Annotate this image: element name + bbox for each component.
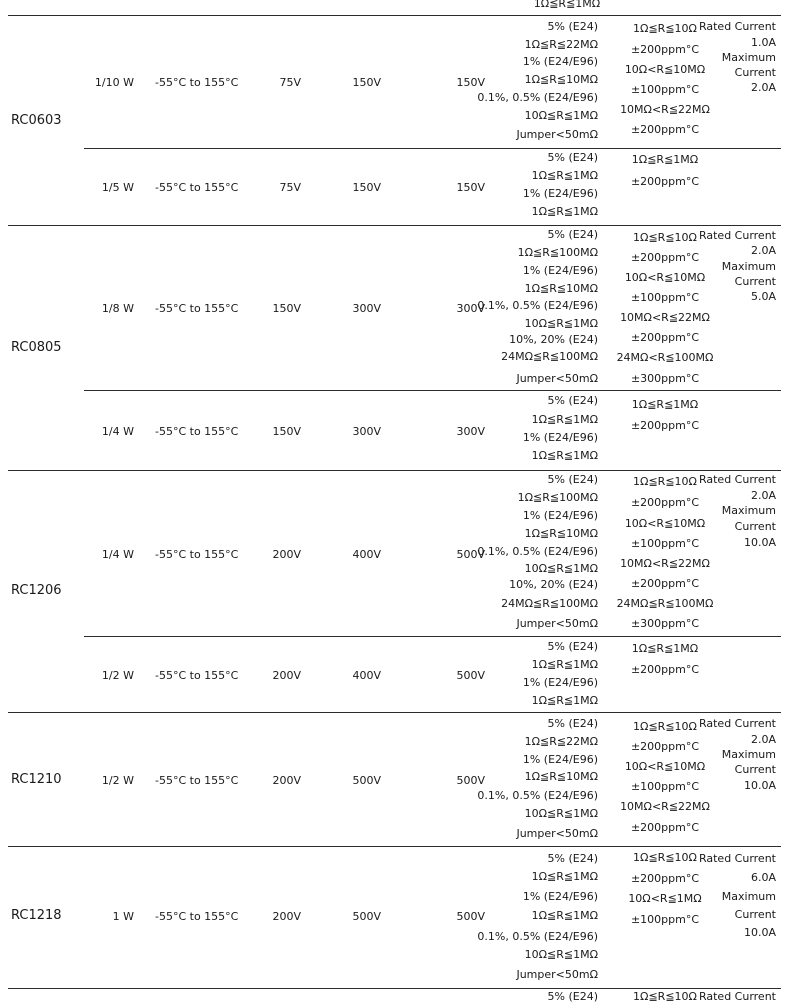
series-label: RC0805 bbox=[11, 340, 62, 355]
tolerance-range: 1Ω≦R≦1MΩ bbox=[531, 449, 598, 462]
overload-voltage: 150V bbox=[352, 76, 381, 89]
tcr-value: ±200ppm°C bbox=[630, 496, 700, 509]
tcr-value: 1Ω≦R≦10Ω bbox=[633, 22, 697, 35]
current-rating: Rated Current bbox=[698, 20, 776, 33]
tcr-value: ±100ppm°C bbox=[630, 291, 700, 304]
tolerance-range: 1Ω≦R≦1MΩ bbox=[531, 694, 598, 707]
current-rating: Rated Current bbox=[698, 852, 776, 865]
series-label: RC1206 bbox=[11, 583, 62, 598]
tcr-value: ±200ppm°C bbox=[630, 175, 700, 188]
tcr-value: 1Ω≦R≦1MΩ bbox=[631, 642, 699, 655]
current-rating: Maximum bbox=[721, 890, 776, 903]
operating-temperature: -55°C to 155°C bbox=[155, 302, 239, 315]
tcr-value: 10Ω<R≦10MΩ bbox=[624, 271, 706, 284]
tolerance-range: 1% (E24/E96) bbox=[522, 264, 598, 277]
tolerance-range: 10%, 20% (E24) bbox=[509, 333, 598, 346]
row-divider bbox=[84, 148, 781, 149]
power-rating: 1/2 W bbox=[101, 774, 134, 787]
tolerance-range: Jumper<50mΩ bbox=[516, 372, 598, 385]
tolerance-range: 1Ω≦R≦1MΩ bbox=[531, 205, 598, 218]
tcr-value: ±200ppm°C bbox=[630, 419, 700, 432]
overload-voltage: 400V bbox=[352, 548, 381, 561]
power-rating: 1/4 W bbox=[101, 425, 134, 438]
current-rating: Current bbox=[734, 66, 776, 79]
tcr-value: 1Ω≦R≦1MΩ bbox=[631, 398, 699, 411]
tolerance-range: 0.1%, 0.5% (E24/E96) bbox=[477, 91, 598, 104]
tolerance-range: Jumper<50mΩ bbox=[516, 617, 598, 630]
group-divider bbox=[8, 225, 781, 226]
tolerance-range: 1% (E24/E96) bbox=[522, 676, 598, 689]
tolerance-range: 1Ω≦R≦10MΩ bbox=[524, 770, 598, 783]
tcr-value: ±200ppm°C bbox=[630, 251, 700, 264]
tolerance-range: 1Ω≦R≦1MΩ bbox=[531, 413, 598, 426]
group-divider bbox=[8, 712, 781, 713]
cell-fragment-bottom: 5% (E24) bbox=[547, 990, 598, 1003]
series-label: RC1218 bbox=[11, 908, 62, 923]
current-rating: Rated Current bbox=[698, 473, 776, 486]
current-rating: Current bbox=[734, 908, 776, 921]
tcr-value: 10MΩ<R≦22MΩ bbox=[620, 103, 710, 116]
tcr-value: ±100ppm°C bbox=[630, 913, 700, 926]
tolerance-range: 10Ω≦R≦1MΩ bbox=[524, 317, 598, 330]
tcr-value: ±100ppm°C bbox=[630, 83, 700, 96]
tcr-value: 1Ω≦R≦1MΩ bbox=[631, 153, 699, 166]
working-voltage: 200V bbox=[272, 910, 301, 923]
current-rating: Maximum bbox=[721, 51, 776, 64]
tolerance-range: 1% (E24/E96) bbox=[522, 431, 598, 444]
current-rating: 2.0A bbox=[750, 733, 776, 746]
row-divider bbox=[84, 636, 781, 637]
cell-fragment-bottom: Rated Current bbox=[698, 990, 776, 1003]
tolerance-range: 1Ω≦R≦1MΩ bbox=[531, 870, 598, 883]
tolerance-range: 1Ω≦R≦10MΩ bbox=[524, 73, 598, 86]
tcr-value: ±200ppm°C bbox=[630, 740, 700, 753]
group-divider bbox=[8, 470, 781, 471]
working-voltage: 150V bbox=[272, 425, 301, 438]
tcr-value: 10Ω<R≦1MΩ bbox=[628, 892, 702, 905]
tolerance-range: 1Ω≦R≦22MΩ bbox=[524, 38, 598, 51]
tolerance-range: 1% (E24/E96) bbox=[522, 509, 598, 522]
tcr-value: ±200ppm°C bbox=[630, 123, 700, 136]
tcr-value: ±200ppm°C bbox=[630, 663, 700, 676]
operating-temperature: -55°C to 155°C bbox=[155, 774, 239, 787]
current-rating: 2.0A bbox=[750, 244, 776, 257]
current-rating: 10.0A bbox=[743, 779, 776, 792]
current-rating: 5.0A bbox=[750, 290, 776, 303]
overload-voltage: 300V bbox=[352, 302, 381, 315]
cell-fragment-top: 1Ω≦R≦1MΩ bbox=[533, 0, 601, 10]
current-rating: Current bbox=[734, 520, 776, 533]
tolerance-range: 10Ω≦R≦1MΩ bbox=[524, 109, 598, 122]
tcr-value: ±200ppm°C bbox=[630, 821, 700, 834]
tcr-value: 10Ω<R≦10MΩ bbox=[624, 63, 706, 76]
dielectric-voltage: 500V bbox=[456, 910, 485, 923]
tcr-value: 10MΩ<R≦22MΩ bbox=[620, 311, 710, 324]
group-divider bbox=[8, 988, 781, 989]
overload-voltage: 500V bbox=[352, 910, 381, 923]
working-voltage: 75V bbox=[279, 181, 301, 194]
overload-voltage: 300V bbox=[352, 425, 381, 438]
dielectric-voltage: 300V bbox=[456, 425, 485, 438]
overload-voltage: 150V bbox=[352, 181, 381, 194]
cell-fragment-bottom: 1Ω≦R≦10Ω bbox=[633, 990, 697, 1003]
working-voltage: 75V bbox=[279, 76, 301, 89]
tolerance-range: 10Ω≦R≦1MΩ bbox=[524, 562, 598, 575]
tolerance-range: 0.1%, 0.5% (E24/E96) bbox=[477, 545, 598, 558]
tcr-value: 10Ω<R≦10MΩ bbox=[624, 517, 706, 530]
tolerance-range: 10Ω≦R≦1MΩ bbox=[524, 807, 598, 820]
operating-temperature: -55°C to 155°C bbox=[155, 669, 239, 682]
working-voltage: 150V bbox=[272, 302, 301, 315]
working-voltage: 200V bbox=[272, 774, 301, 787]
current-rating: 10.0A bbox=[743, 536, 776, 549]
dielectric-voltage: 500V bbox=[456, 669, 485, 682]
tolerance-range: Jumper<50mΩ bbox=[516, 128, 598, 141]
tcr-value: 10MΩ<R≦22MΩ bbox=[620, 557, 710, 570]
tolerance-range: 24MΩ≦R≦100MΩ bbox=[501, 350, 598, 363]
current-rating: 10.0A bbox=[743, 926, 776, 939]
current-rating: Rated Current bbox=[698, 229, 776, 242]
tolerance-range: 5% (E24) bbox=[547, 20, 598, 33]
tolerance-range: 5% (E24) bbox=[547, 473, 598, 486]
operating-temperature: -55°C to 155°C bbox=[155, 910, 239, 923]
dielectric-voltage: 300V bbox=[456, 302, 485, 315]
power-rating: 1/5 W bbox=[101, 181, 134, 194]
tolerance-range: 1Ω≦R≦1MΩ bbox=[531, 658, 598, 671]
tcr-value: ±200ppm°C bbox=[630, 331, 700, 344]
tolerance-range: 5% (E24) bbox=[547, 717, 598, 730]
tolerance-range: 1Ω≦R≦1MΩ bbox=[531, 169, 598, 182]
tcr-value: 24MΩ≦R≦100MΩ bbox=[616, 597, 714, 610]
power-rating: 1/2 W bbox=[101, 669, 134, 682]
group-divider bbox=[8, 846, 781, 847]
tolerance-range: 1Ω≦R≦100MΩ bbox=[517, 491, 598, 504]
current-rating: Current bbox=[734, 275, 776, 288]
tolerance-range: 5% (E24) bbox=[547, 228, 598, 241]
current-rating: 6.0A bbox=[750, 871, 776, 884]
tcr-value: ±300ppm°C bbox=[630, 372, 700, 385]
operating-temperature: -55°C to 155°C bbox=[155, 181, 239, 194]
tolerance-range: 0.1%, 0.5% (E24/E96) bbox=[477, 789, 598, 802]
operating-temperature: -55°C to 155°C bbox=[155, 548, 239, 561]
tcr-value: ±200ppm°C bbox=[630, 43, 700, 56]
power-rating: 1/8 W bbox=[101, 302, 134, 315]
tolerance-range: Jumper<50mΩ bbox=[516, 827, 598, 840]
tcr-value: ±100ppm°C bbox=[630, 537, 700, 550]
tcr-value: ±200ppm°C bbox=[630, 872, 700, 885]
tolerance-range: 1Ω≦R≦10MΩ bbox=[524, 282, 598, 295]
dielectric-voltage: 500V bbox=[456, 548, 485, 561]
current-rating: 1.0A bbox=[750, 36, 776, 49]
tcr-value: 24MΩ<R≦100MΩ bbox=[616, 351, 714, 364]
current-rating: Rated Current bbox=[698, 717, 776, 730]
tolerance-range: 24MΩ≦R≦100MΩ bbox=[501, 597, 598, 610]
tcr-value: ±200ppm°C bbox=[630, 577, 700, 590]
tcr-value: 1Ω≦R≦10Ω bbox=[633, 475, 697, 488]
tolerance-range: 5% (E24) bbox=[547, 852, 598, 865]
tolerance-range: 5% (E24) bbox=[547, 151, 598, 164]
tolerance-range: 0.1%, 0.5% (E24/E96) bbox=[477, 930, 598, 943]
tolerance-range: 0.1%, 0.5% (E24/E96) bbox=[477, 299, 598, 312]
tcr-value: 1Ω≦R≦10Ω bbox=[633, 720, 697, 733]
working-voltage: 200V bbox=[272, 669, 301, 682]
tolerance-range: 1% (E24/E96) bbox=[522, 55, 598, 68]
row-divider bbox=[84, 390, 781, 391]
overload-voltage: 400V bbox=[352, 669, 381, 682]
dielectric-voltage: 500V bbox=[456, 774, 485, 787]
tolerance-range: 5% (E24) bbox=[547, 640, 598, 653]
current-rating: Current bbox=[734, 763, 776, 776]
tolerance-range: 1% (E24/E96) bbox=[522, 890, 598, 903]
dielectric-voltage: 150V bbox=[456, 76, 485, 89]
group-divider bbox=[8, 15, 781, 16]
series-label: RC1210 bbox=[11, 772, 62, 787]
tolerance-range: 10Ω≦R≦1MΩ bbox=[524, 948, 598, 961]
current-rating: Maximum bbox=[721, 504, 776, 517]
tolerance-range: 1Ω≦R≦1MΩ bbox=[531, 909, 598, 922]
current-rating: Maximum bbox=[721, 748, 776, 761]
tcr-value: 10Ω<R≦10MΩ bbox=[624, 760, 706, 773]
power-rating: 1 W bbox=[112, 910, 134, 923]
tolerance-range: 1Ω≦R≦22MΩ bbox=[524, 735, 598, 748]
overload-voltage: 500V bbox=[352, 774, 381, 787]
tcr-value: 10MΩ<R≦22MΩ bbox=[620, 800, 710, 813]
current-rating: 2.0A bbox=[750, 81, 776, 94]
tolerance-range: 1Ω≦R≦10MΩ bbox=[524, 527, 598, 540]
series-label: RC0603 bbox=[11, 113, 62, 128]
tcr-value: ±100ppm°C bbox=[630, 780, 700, 793]
current-rating: 2.0A bbox=[750, 489, 776, 502]
tolerance-range: 1% (E24/E96) bbox=[522, 187, 598, 200]
tolerance-range: Jumper<50mΩ bbox=[516, 968, 598, 981]
tcr-value: ±300ppm°C bbox=[630, 617, 700, 630]
tolerance-range: 1% (E24/E96) bbox=[522, 753, 598, 766]
tcr-value: 1Ω≦R≦10Ω bbox=[633, 851, 697, 864]
dielectric-voltage: 150V bbox=[456, 181, 485, 194]
operating-temperature: -55°C to 155°C bbox=[155, 76, 239, 89]
tcr-value: 1Ω≦R≦10Ω bbox=[633, 231, 697, 244]
tolerance-range: 10%, 20% (E24) bbox=[509, 578, 598, 591]
current-rating: Maximum bbox=[721, 260, 776, 273]
tolerance-range: 5% (E24) bbox=[547, 394, 598, 407]
tolerance-range: 1Ω≦R≦100MΩ bbox=[517, 246, 598, 259]
operating-temperature: -55°C to 155°C bbox=[155, 425, 239, 438]
working-voltage: 200V bbox=[272, 548, 301, 561]
power-rating: 1/4 W bbox=[101, 548, 134, 561]
power-rating: 1/10 W bbox=[94, 76, 134, 89]
